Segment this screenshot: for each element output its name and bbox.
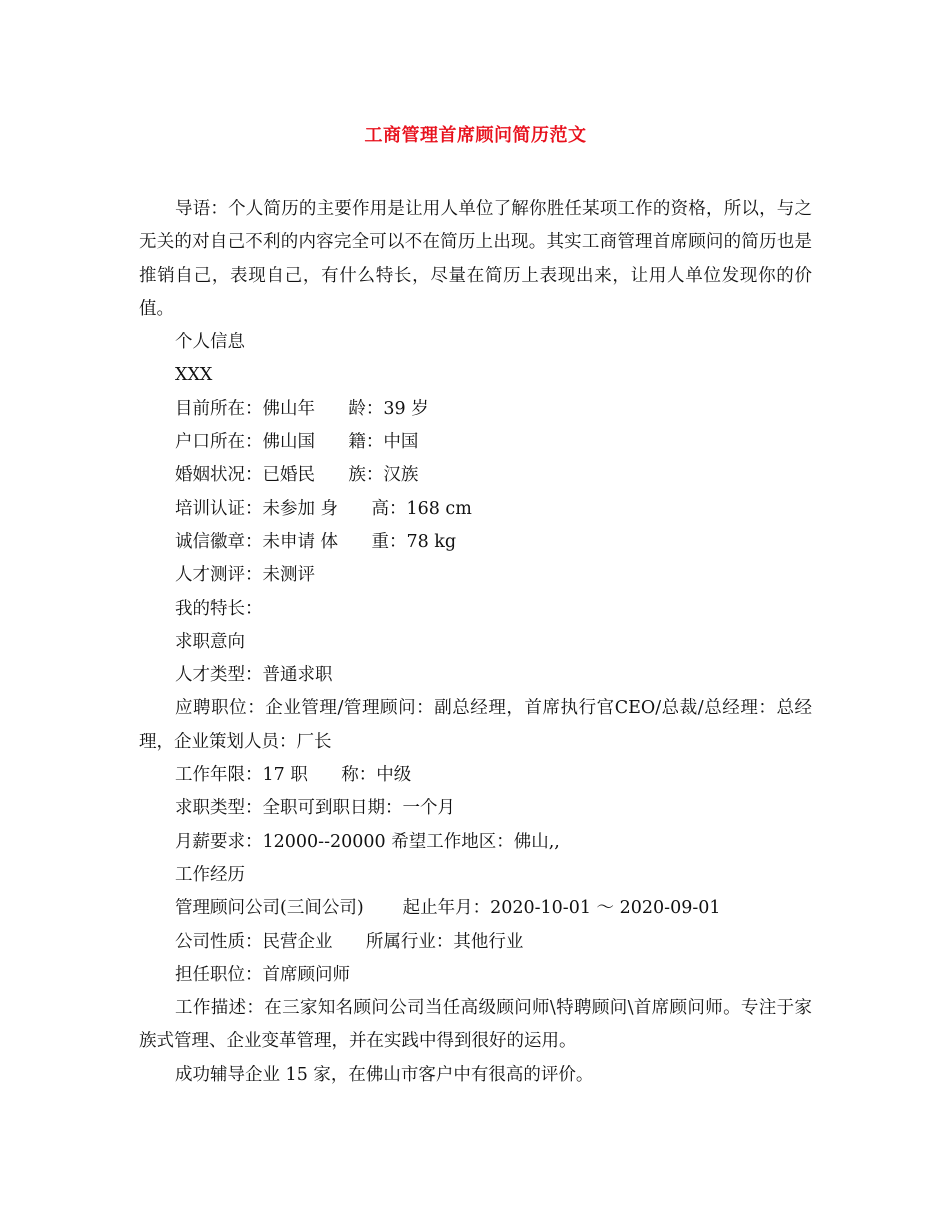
experience-heading: 工作经历 (175, 864, 245, 885)
personal-location-age: 目前所在：佛山年 龄：39 岁 (175, 398, 429, 419)
intent-position: 应聘职位：企业管理/管理顾问：副总经理，首席执行官CEO/总裁/总经理：总经理，企业策划人员：厂长 (139, 698, 812, 752)
experience-nature: 公司性质：民营企业 所属行业：其他行业 (175, 931, 524, 952)
personal-hukou-nationality: 户口所在：佛山国 籍：中国 (175, 432, 419, 453)
personal-assessment: 人才测评：未测评 (175, 565, 315, 586)
intent-heading: 求职意向 (175, 631, 245, 652)
intent-years-title: 工作年限：17 职 称：中级 (175, 765, 412, 786)
personal-training-height: 培训认证：未参加 身 高：168 cm (175, 498, 472, 519)
personal-badge-weight: 诚信徽章：未申请 体 重：78 kg (175, 531, 457, 552)
document-title: 工商管理首席顾问简历范文 (364, 125, 587, 146)
experience-description: 工作描述：在三家知名顾问公司当任高级顾问师\特聘顾问\首席顾问师。专注于家族式管理、企业变革管理，并在实践中得到很好的运用。 (139, 998, 812, 1052)
experience-company: 管理顾问公司(三间公司) 起止年月：2020-10-01 ～ 2020-09-01 (175, 898, 721, 919)
personal-specialty: 我的特长： (175, 598, 263, 619)
experience-achievement: 成功辅导企业 15 家，在佛山市客户中有很高的评价。 (175, 1064, 594, 1085)
intro-paragraph: 导语：个人简历的主要作用是让用人单位了解你胜任某项工作的资格，所以，与之无关的对自己不利的内容完全可以不在简历上出现。其实工商管理首席顾问的简历也是推销自己，表现自己，有什么特长，尽量在简历上表现出来，让用人单位发现你的价值。 (139, 199, 812, 319)
personal-name: XXX (175, 365, 213, 386)
intent-job-type: 求职类型：全职可到职日期：一个月 (175, 798, 455, 819)
experience-role: 担任职位：首席顾问师 (175, 964, 350, 985)
intent-salary: 月薪要求：12000--20000 希望工作地区：佛山,, (175, 831, 560, 852)
personal-marital-ethnicity: 婚姻状况：已婚民 族：汉族 (175, 465, 419, 486)
intent-talent-type: 人才类型：普通求职 (175, 665, 333, 686)
personal-heading: 个人信息 (175, 332, 245, 353)
